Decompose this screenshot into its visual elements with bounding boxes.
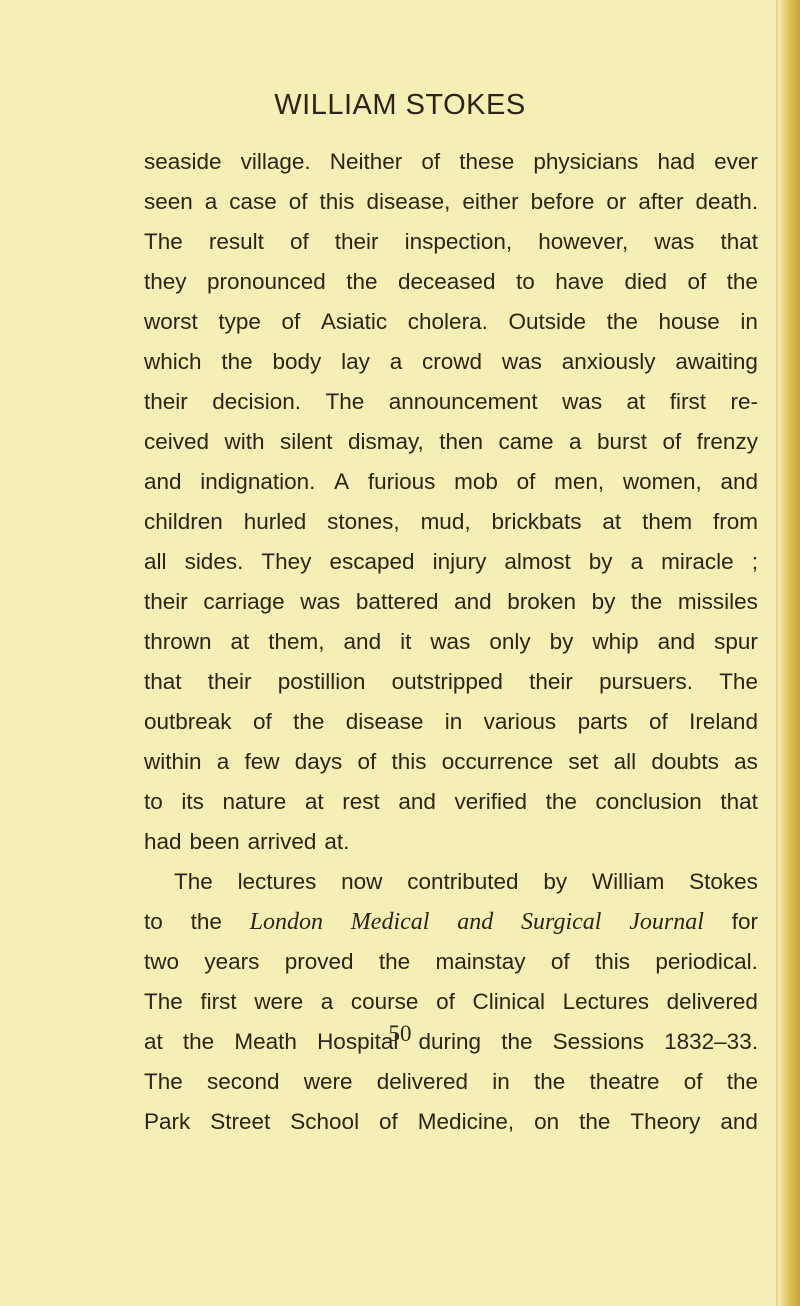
word: the (378, 949, 411, 974)
text-line (144, 462, 758, 502)
word: brickbats (491, 509, 582, 534)
text-line (144, 382, 758, 422)
word: of (516, 469, 536, 494)
text-line (144, 942, 758, 982)
word: miracle (661, 549, 734, 574)
word: all (144, 549, 167, 574)
word: of (379, 1109, 398, 1134)
word: set (568, 749, 599, 774)
word: at (602, 509, 622, 534)
word: silent (279, 429, 333, 454)
word: result (208, 229, 264, 254)
word: various (483, 709, 557, 734)
word: of (281, 309, 301, 334)
word: to (144, 789, 163, 814)
word: the (726, 269, 758, 294)
word: that (720, 229, 758, 254)
word: or (606, 189, 627, 214)
word: now (341, 869, 383, 894)
word: ceived (144, 429, 210, 454)
word: inspection, (404, 229, 513, 254)
word: in (444, 709, 463, 734)
word: their (334, 229, 379, 254)
word: by (588, 549, 613, 574)
journal-title-word: and (457, 909, 494, 935)
word: seen (144, 189, 193, 214)
word: have (555, 269, 605, 294)
word: Sessions (552, 1029, 644, 1054)
word: conclusion (595, 789, 702, 814)
text-line (144, 1062, 758, 1102)
text-line (144, 222, 758, 262)
word: the (346, 269, 378, 294)
word: its (181, 789, 204, 814)
word: Hospital (317, 1029, 399, 1054)
word: was (562, 389, 603, 414)
word: dismay, (347, 429, 424, 454)
word: parts (577, 709, 628, 734)
word: decision. (212, 389, 302, 414)
text-line (144, 302, 758, 342)
word: broken (507, 589, 577, 614)
word: during (418, 1029, 482, 1054)
journal-title-word: Surgical (521, 909, 602, 935)
word: first (200, 989, 237, 1014)
text-line (144, 782, 758, 822)
word: in (740, 309, 758, 334)
word: outstripped (391, 669, 503, 694)
word: and (398, 789, 436, 814)
word: however, (538, 229, 629, 254)
word: been (189, 829, 240, 854)
text-line (144, 902, 758, 942)
word: of (289, 229, 309, 254)
word: after (638, 189, 684, 214)
word: The (144, 229, 183, 254)
word: came (498, 429, 554, 454)
word: a (320, 989, 334, 1014)
word: it (400, 629, 412, 654)
word: that (720, 789, 758, 814)
word: only (489, 629, 531, 654)
word: seaside (144, 149, 222, 174)
word: The (719, 669, 758, 694)
word: and (657, 629, 696, 654)
word: thrown (144, 629, 212, 654)
word: of (687, 269, 707, 294)
word: at (230, 629, 250, 654)
word: case (229, 189, 277, 214)
word: ever (714, 149, 758, 174)
text-line (144, 422, 758, 462)
word: as (734, 749, 758, 774)
word: for (731, 909, 758, 934)
word: Asiatic (320, 309, 388, 334)
word: lay (341, 349, 370, 374)
word: The (174, 869, 213, 894)
word: postillion (277, 669, 366, 694)
word: the (579, 1109, 611, 1134)
word: burst (596, 429, 647, 454)
word: Lectures (562, 989, 649, 1014)
text-line (144, 742, 758, 782)
word: worst (144, 309, 198, 334)
journal-title-word: Journal (629, 909, 704, 935)
word: outbreak (144, 709, 232, 734)
word: had (144, 829, 182, 854)
running-header: WILLIAM STOKES (274, 89, 526, 121)
word: re- (730, 389, 758, 414)
text-line (144, 1102, 758, 1142)
word: second (206, 1069, 280, 1094)
text-line (144, 862, 758, 902)
word: verified (454, 789, 528, 814)
word: arrived (247, 829, 317, 854)
word: of (550, 949, 570, 974)
word: first (669, 389, 706, 414)
word: of (649, 709, 668, 734)
word: men, (554, 469, 605, 494)
word: disease (345, 709, 424, 734)
word: awaiting (675, 349, 758, 374)
word: theatre (589, 1069, 660, 1094)
word: a (569, 429, 582, 454)
word: of (683, 1069, 703, 1094)
journal-title-word: Medical (350, 909, 430, 935)
word: the (726, 1069, 758, 1094)
word: before (530, 189, 595, 214)
word: a (216, 749, 230, 774)
word: battered (355, 589, 439, 614)
word: their (529, 669, 573, 694)
word: Neither (329, 149, 403, 174)
word: from (713, 509, 758, 534)
text-line (144, 982, 758, 1022)
text-line (144, 542, 758, 582)
word: Stokes (689, 869, 758, 894)
word: They (261, 549, 312, 574)
word: was (430, 629, 471, 654)
word: frenzy (696, 429, 758, 454)
word: the (293, 709, 325, 734)
word: indignation. (200, 469, 316, 494)
word: were (254, 989, 304, 1014)
word: their (207, 669, 252, 694)
word: which (144, 349, 202, 374)
word: crowd (422, 349, 483, 374)
word: few (244, 749, 280, 774)
word: School (290, 1109, 360, 1134)
word: 1832–33. (664, 1029, 758, 1054)
word: occurrence (441, 749, 554, 774)
text-line (144, 822, 758, 862)
word: escaped (329, 549, 415, 574)
word: them (642, 509, 693, 534)
word: of (357, 749, 377, 774)
word: their (144, 389, 188, 414)
text-line (144, 502, 758, 542)
word: delivered (666, 989, 758, 1014)
word: death. (695, 189, 758, 214)
word: a (204, 189, 218, 214)
text-line (144, 262, 758, 302)
word: spur (714, 629, 758, 654)
text-line (144, 702, 758, 742)
word: Park (144, 1109, 191, 1134)
word: house (658, 309, 720, 334)
word: a (630, 549, 644, 574)
word: The (325, 389, 365, 414)
journal-title-word: London (249, 909, 323, 935)
word: furious (367, 469, 436, 494)
word: and (720, 469, 758, 494)
word: the (221, 349, 253, 374)
word: years (204, 949, 260, 974)
word: village. (240, 149, 311, 174)
word: William (591, 869, 665, 894)
word: almost (504, 549, 571, 574)
word: two (144, 949, 180, 974)
word: this (319, 189, 355, 214)
word: women, (622, 469, 702, 494)
word: announcement (388, 389, 538, 414)
word: of (436, 989, 455, 1014)
word: anxiously (561, 349, 656, 374)
page-number: 50 (388, 1021, 412, 1046)
word: at (144, 1029, 163, 1054)
word: at (304, 789, 324, 814)
word: had (657, 149, 696, 174)
word: ; (751, 549, 758, 574)
word: by (543, 869, 568, 894)
word: Street (210, 1109, 271, 1134)
word: type (218, 309, 261, 334)
word: within (144, 749, 202, 774)
word: mob (454, 469, 498, 494)
word: mud, (420, 509, 471, 534)
word: died (624, 269, 667, 294)
word: The (144, 989, 183, 1014)
word: body (272, 349, 322, 374)
word: hurled (243, 509, 307, 534)
word: pursuers. (599, 669, 693, 694)
word: that (144, 669, 182, 694)
word: by (549, 629, 574, 654)
word: rest (342, 789, 380, 814)
word: the (631, 589, 663, 614)
word: the (606, 309, 638, 334)
word: the (182, 1029, 215, 1054)
word: disease, (366, 189, 451, 214)
word: and (144, 469, 182, 494)
word: missiles (677, 589, 758, 614)
text-line (144, 142, 758, 182)
word: a (389, 349, 403, 374)
word: course (350, 989, 419, 1014)
word: whip (592, 629, 639, 654)
word: the (190, 909, 222, 934)
word: to (516, 269, 535, 294)
page-edge-shadow (778, 0, 800, 1306)
word: at. (324, 829, 350, 854)
word: and (720, 1109, 758, 1134)
word: was (501, 349, 542, 374)
word: proved (284, 949, 354, 974)
text-line (144, 182, 758, 222)
word: days (294, 749, 343, 774)
word: to (144, 909, 163, 934)
word: lectures (237, 869, 317, 894)
word: of (421, 149, 441, 174)
word: and (343, 629, 382, 654)
word: delivered (376, 1069, 469, 1094)
word: these (459, 149, 515, 174)
word: this (391, 749, 427, 774)
text-line (144, 342, 758, 382)
word: was (300, 589, 341, 614)
word: Meath (234, 1029, 297, 1054)
word: them, (268, 629, 325, 654)
word: of (252, 709, 272, 734)
text-line (144, 622, 758, 662)
word: The (144, 1069, 183, 1094)
word: Medicine, (417, 1109, 515, 1134)
word: all (613, 749, 637, 774)
word: nature (222, 789, 287, 814)
word: injury (432, 549, 487, 574)
word: by (591, 589, 616, 614)
word: physicians (533, 149, 639, 174)
word: A (334, 469, 350, 494)
word: Outside (508, 309, 586, 334)
word: carriage (203, 589, 285, 614)
text-line (144, 662, 758, 702)
word: doubts (651, 749, 719, 774)
body-text (144, 142, 758, 1142)
word: stones, (327, 509, 400, 534)
word: cholera. (407, 309, 488, 334)
word: mainstay (435, 949, 526, 974)
word: of (662, 429, 682, 454)
word: and (454, 589, 492, 614)
word: the (533, 1069, 566, 1094)
word: at (626, 389, 646, 414)
word: pronounced (206, 269, 326, 294)
word: Theory (630, 1109, 701, 1134)
word: in (492, 1069, 510, 1094)
word: sides. (184, 549, 244, 574)
word: periodical. (655, 949, 758, 974)
word: children (144, 509, 223, 534)
word: of (288, 189, 308, 214)
word: Clinical (472, 989, 546, 1014)
word: deceased (397, 269, 496, 294)
word: either (462, 189, 519, 214)
text-line (144, 582, 758, 622)
word: on (534, 1109, 560, 1134)
word: Ireland (689, 709, 758, 734)
word: then (439, 429, 484, 454)
word: the (501, 1029, 533, 1054)
word: with (224, 429, 265, 454)
word: was (654, 229, 695, 254)
word: they (144, 269, 187, 294)
word: their (144, 589, 188, 614)
word: this (595, 949, 631, 974)
word: the (545, 789, 577, 814)
word: were (303, 1069, 353, 1094)
word: contributed (407, 869, 519, 894)
